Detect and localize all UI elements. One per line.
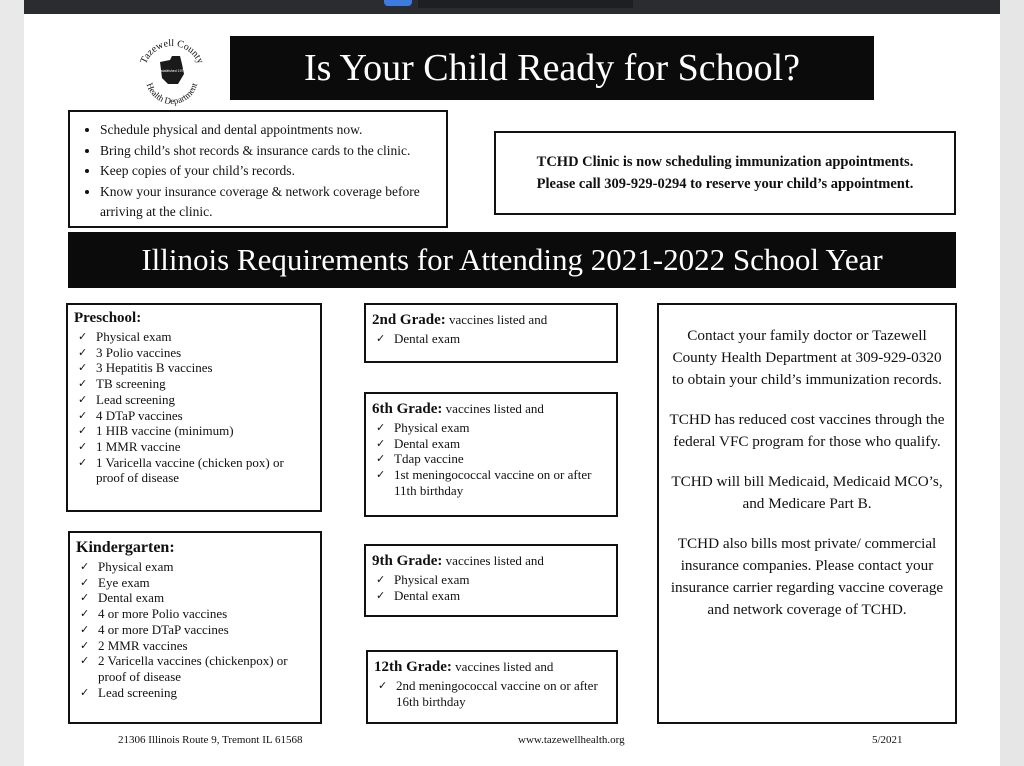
preschool-box <box>66 303 322 512</box>
grade-9-heading: 9th Grade: <box>372 553 443 569</box>
requirement-item: ✓ 1 Varicella vaccine (chicken pox) or proof of disease <box>74 455 314 486</box>
grade-9-box <box>364 544 618 617</box>
browser-top-bar <box>0 0 1024 14</box>
top-toolbar <box>418 0 633 8</box>
checklist-item: • Keep copies of your child’s records. <box>100 161 436 182</box>
logo-center-text: Established 1972 <box>158 69 186 73</box>
school-readiness-flyer <box>24 14 1000 766</box>
requirement-item: ✓ Physical exam <box>76 559 314 575</box>
kindergarten-heading: Kindergarten: <box>76 539 175 556</box>
requirement-item: ✓ Dental exam <box>372 436 610 452</box>
requirements-heading: Illinois Requirements for Attending 2021-2022 School Year <box>68 232 956 288</box>
page-title: Is Your Child Ready for School? <box>230 36 874 100</box>
requirement-item: ✓ 4 or more DTaP vaccines <box>76 622 314 638</box>
background-page-right <box>1000 0 1024 766</box>
requirement-item: ✓ Physical exam <box>372 572 610 588</box>
parent-checklist <box>68 110 448 228</box>
requirement-item: ✓ Eye exam <box>76 575 314 591</box>
grade-2-subheading: vaccines listed and <box>445 312 548 327</box>
grade-2-box <box>364 303 618 363</box>
requirement-item: ✓ 2nd meningococcal vaccine on or after 16th birthday <box>374 678 610 709</box>
clinic-notice-line: TCHD Clinic is now scheduling immunization appointments. <box>536 154 914 170</box>
grade-12-subheading: vaccines listed and <box>451 659 554 674</box>
tab-indicator[interactable] <box>384 0 412 6</box>
requirement-item: ✓ 1st meningococcal vaccine on or after 11th birthday <box>372 467 610 498</box>
grade-6-box <box>364 392 618 517</box>
logo-bottom-text: Health Department <box>144 81 200 107</box>
clinic-notice-line: Please call 309-929-0294 to reserve your child’s appointment. <box>536 176 914 192</box>
logo-top-text: Tazewell County <box>138 37 206 66</box>
requirement-item: ✓ Dental exam <box>372 331 610 347</box>
grade-2-heading: 2nd Grade: <box>372 312 446 328</box>
checklist-item: • Schedule physical and dental appointments now. <box>100 120 436 141</box>
requirement-item: ✓ 4 or more Polio vaccines <box>76 606 314 622</box>
requirement-item: ✓ 2 Varicella vaccines (chickenpox) or proof of disease <box>76 653 314 684</box>
requirement-item: ✓ Lead screening <box>74 392 314 408</box>
footer-website: www.tazewellhealth.org <box>518 734 625 746</box>
grade-6-subheading: vaccines listed and <box>442 401 544 416</box>
grade-6-heading: 6th Grade: <box>372 401 443 417</box>
contact-paragraph: TCHD has reduced cost vaccines through the federal VFC program for those who qualify. <box>669 411 945 450</box>
background-page-left <box>0 0 24 766</box>
checklist-item: • Know your insurance coverage & network coverage before arriving at the clinic. <box>100 182 436 223</box>
grade-9-subheading: vaccines listed and <box>442 553 544 568</box>
footer-date: 5/2021 <box>872 734 903 746</box>
requirement-item: ✓ Dental exam <box>372 588 610 604</box>
preschool-heading: Preschool: <box>74 310 142 326</box>
requirement-item: ✓ Physical exam <box>372 420 610 436</box>
requirement-item: ✓ 1 MMR vaccine <box>74 439 314 455</box>
requirement-item: ✓ Lead screening <box>76 685 314 701</box>
requirement-item: ✓ 1 HIB vaccine (minimum) <box>74 423 314 439</box>
checklist-item: • Bring child’s shot records & insurance cards to the clinic. <box>100 141 436 162</box>
county-seal-logo <box>134 34 210 110</box>
requirement-item: ✓ Tdap vaccine <box>372 451 610 467</box>
contact-info-box <box>657 303 957 724</box>
requirement-item: ✓ 4 DTaP vaccines <box>74 408 314 424</box>
footer-address: 21306 Illinois Route 9, Tremont IL 61568 <box>118 734 303 746</box>
kindergarten-box <box>68 531 322 724</box>
requirement-item: ✓ 3 Polio vaccines <box>74 345 314 361</box>
requirement-item: ✓ Dental exam <box>76 590 314 606</box>
contact-paragraph: TCHD also bills most private/ commercial insurance companies. Please contact your insurance carrier regarding vaccine coverage and network coverage of TCHD. <box>670 535 944 618</box>
requirement-item: ✓ 3 Hepatitis B vaccines <box>74 360 314 376</box>
requirement-item: ✓ TB screening <box>74 376 314 392</box>
grade-12-heading: 12th Grade: <box>374 659 452 675</box>
grade-12-box <box>366 650 618 724</box>
requirement-item: ✓ Physical exam <box>74 329 314 345</box>
requirement-item: ✓ 2 MMR vaccines <box>76 638 314 654</box>
clinic-notice <box>494 131 956 215</box>
contact-paragraph: TCHD will bill Medicaid, Medicaid MCO’s, and Medicare Part B. <box>671 473 943 512</box>
contact-paragraph: Contact your family doctor or Tazewell County Health Department at 309-929-0320 to obtain your child’s immunization records. <box>672 327 942 388</box>
